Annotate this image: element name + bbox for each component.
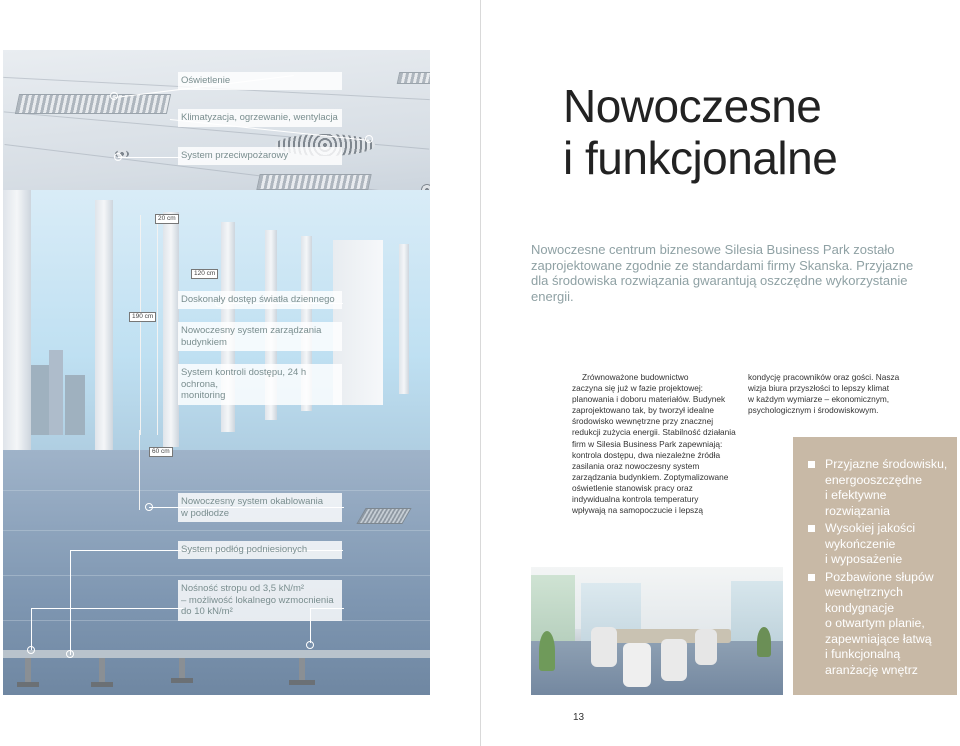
body-line: zarządzania budynkiem. Zoptymalizowane (572, 471, 729, 482)
feature-item (807, 570, 947, 679)
feature-line: i funkcjonalną (825, 647, 901, 661)
body-line: Zrównoważone budownictwo (582, 372, 689, 382)
callout-marker (114, 153, 122, 161)
callout-lighting (178, 72, 342, 90)
callout-cabling (178, 493, 342, 522)
callout-text: Nośność stropu od 3,5 kN/m² (181, 583, 305, 594)
body-line: zaprojektowano tak, by tworzył idealne (572, 405, 715, 416)
photo-plant (539, 631, 555, 671)
callout-floor-load (178, 580, 342, 621)
intro-line: dla środowiska rozwiązania gwarantują oszczędne wykorzystanie energii. (531, 273, 908, 304)
callout-text: do 10 kN/m² (181, 606, 233, 617)
callout-hvac (178, 109, 342, 127)
feature-line: Wysokiej jakości (825, 521, 916, 535)
intro-line: zaprojektowane zgodnie ze standardami firmy Skanska. Przyjazne (531, 257, 914, 273)
conference-room-photo (531, 567, 783, 695)
callout-connector (31, 608, 32, 650)
measurement-tag: 60 cm (149, 447, 173, 457)
page-divider (480, 0, 481, 746)
feature-line: kondygnacje (825, 600, 895, 615)
callout-text: System przeciwpożarowy (181, 150, 289, 161)
bullet-square-icon (808, 574, 815, 581)
callout-text: monitoring (181, 390, 226, 401)
photo-plant (757, 627, 771, 657)
callout-connector (31, 608, 183, 609)
intro-paragraph (531, 242, 951, 304)
feature-line: o otwartym planie, (825, 616, 925, 630)
callout-marker (365, 135, 373, 143)
feature-line: Przyjazne środowisku, (825, 457, 948, 471)
feature-line: zapewniające łatwą (825, 631, 932, 646)
photo-window (531, 575, 575, 645)
callout-text: budynkiem (181, 336, 227, 348)
callout-text: – możliwość lokalnego wzmocnienia (181, 594, 334, 606)
intro-line: Nowoczesne centrum biznesowe Silesia Business Park zostało (531, 242, 895, 257)
feature-list (807, 457, 947, 680)
callout-text: Oświetlenie (181, 75, 231, 86)
photo-chair (661, 639, 687, 681)
photo-chair (591, 627, 617, 667)
callout-marker (306, 641, 314, 649)
feature-line: i efektywne (825, 488, 887, 502)
callout-marker (27, 646, 35, 654)
callout-text: Doskonały dostęp światła dziennego (181, 294, 335, 305)
body-line: oświetlenie stanowisk pracy oraz (572, 482, 693, 493)
body-line: redukcji zużycia energii. Stabilność działania (572, 427, 736, 438)
page-number: 13 (573, 712, 585, 723)
dimension-line (157, 215, 158, 435)
body-line: psychologicznym i środowiskowym. (748, 405, 879, 416)
callout-raised-floor (178, 541, 342, 559)
bullet-square-icon (808, 525, 815, 532)
body-line: w każdym wymiarze – ekonomicznym, (748, 394, 890, 405)
feature-sidebar (793, 437, 957, 695)
callout-connector (70, 550, 71, 655)
callout-text: Klimatyzacja, ogrzewanie, wentylacja (181, 112, 338, 123)
callout-daylight (178, 291, 342, 309)
measurement-tag: 20 cm (155, 214, 179, 224)
dimension-line (139, 430, 140, 510)
body-column-left (572, 372, 736, 516)
bullet-square-icon (808, 461, 815, 468)
feature-line: wykończenie (825, 536, 896, 551)
photo-chair (695, 629, 717, 665)
callout-marker (66, 650, 74, 658)
body-column-right (748, 372, 899, 416)
feature-line: i wyposażenie (825, 552, 903, 566)
callout-text: System podłóg podniesionych (181, 544, 308, 555)
callout-text: Nowoczesny system okablowania (181, 496, 324, 507)
body-line: planowania i doboru materiałów. Budynek (572, 394, 726, 405)
callout-bms (178, 322, 342, 351)
body-line: indywidualna kontrola temperatury (572, 494, 699, 505)
photo-carpet (531, 641, 783, 695)
callout-text: Nowoczesny system zarządzania (181, 325, 322, 336)
feature-line: aranżację wnętrz (825, 662, 918, 677)
body-line: zasilania oraz nowoczesny system (572, 460, 700, 471)
measurement-tag: 190 cm (129, 312, 156, 322)
body-line: kontrola dostępu, dwa niezależne źródła (572, 449, 721, 460)
callout-text: w podłodze (181, 507, 230, 519)
feature-item (807, 521, 947, 568)
callout-text: System kontroli dostępu, 24 h ochrona, (181, 367, 307, 390)
title-line: Nowoczesne (563, 80, 822, 132)
callout-connector (118, 157, 182, 158)
callout-marker (145, 503, 153, 511)
feature-item (807, 457, 947, 519)
body-line: wizja biura przyszłości to lepszy klimat (748, 383, 890, 394)
body-line: firm w Silesia Business Park zapewniają: (572, 438, 723, 449)
feature-line: energooszczędne (825, 472, 923, 487)
title-line: i funkcjonalne (563, 132, 838, 184)
body-line: kondycję pracowników oraz gości. Nasza (748, 372, 900, 382)
measurement-tag: 120 cm (191, 269, 218, 279)
body-line: wpływają na samopoczucie i lepszą (572, 505, 703, 516)
feature-line: Pozbawione słupów (825, 569, 934, 584)
page-title (563, 80, 837, 184)
callout-marker (110, 92, 118, 100)
callout-fire-system (178, 147, 342, 165)
callout-access-control (178, 364, 342, 405)
feature-line: rozwiązania (825, 503, 890, 518)
photo-chair (623, 643, 651, 687)
feature-line: wewnętrznych (825, 585, 903, 599)
dimension-line (140, 215, 141, 435)
body-line: środowisko wewnętrzne przy znacznej (572, 416, 714, 427)
body-line: zaczyna się już w fazie projektowej: (572, 383, 703, 394)
